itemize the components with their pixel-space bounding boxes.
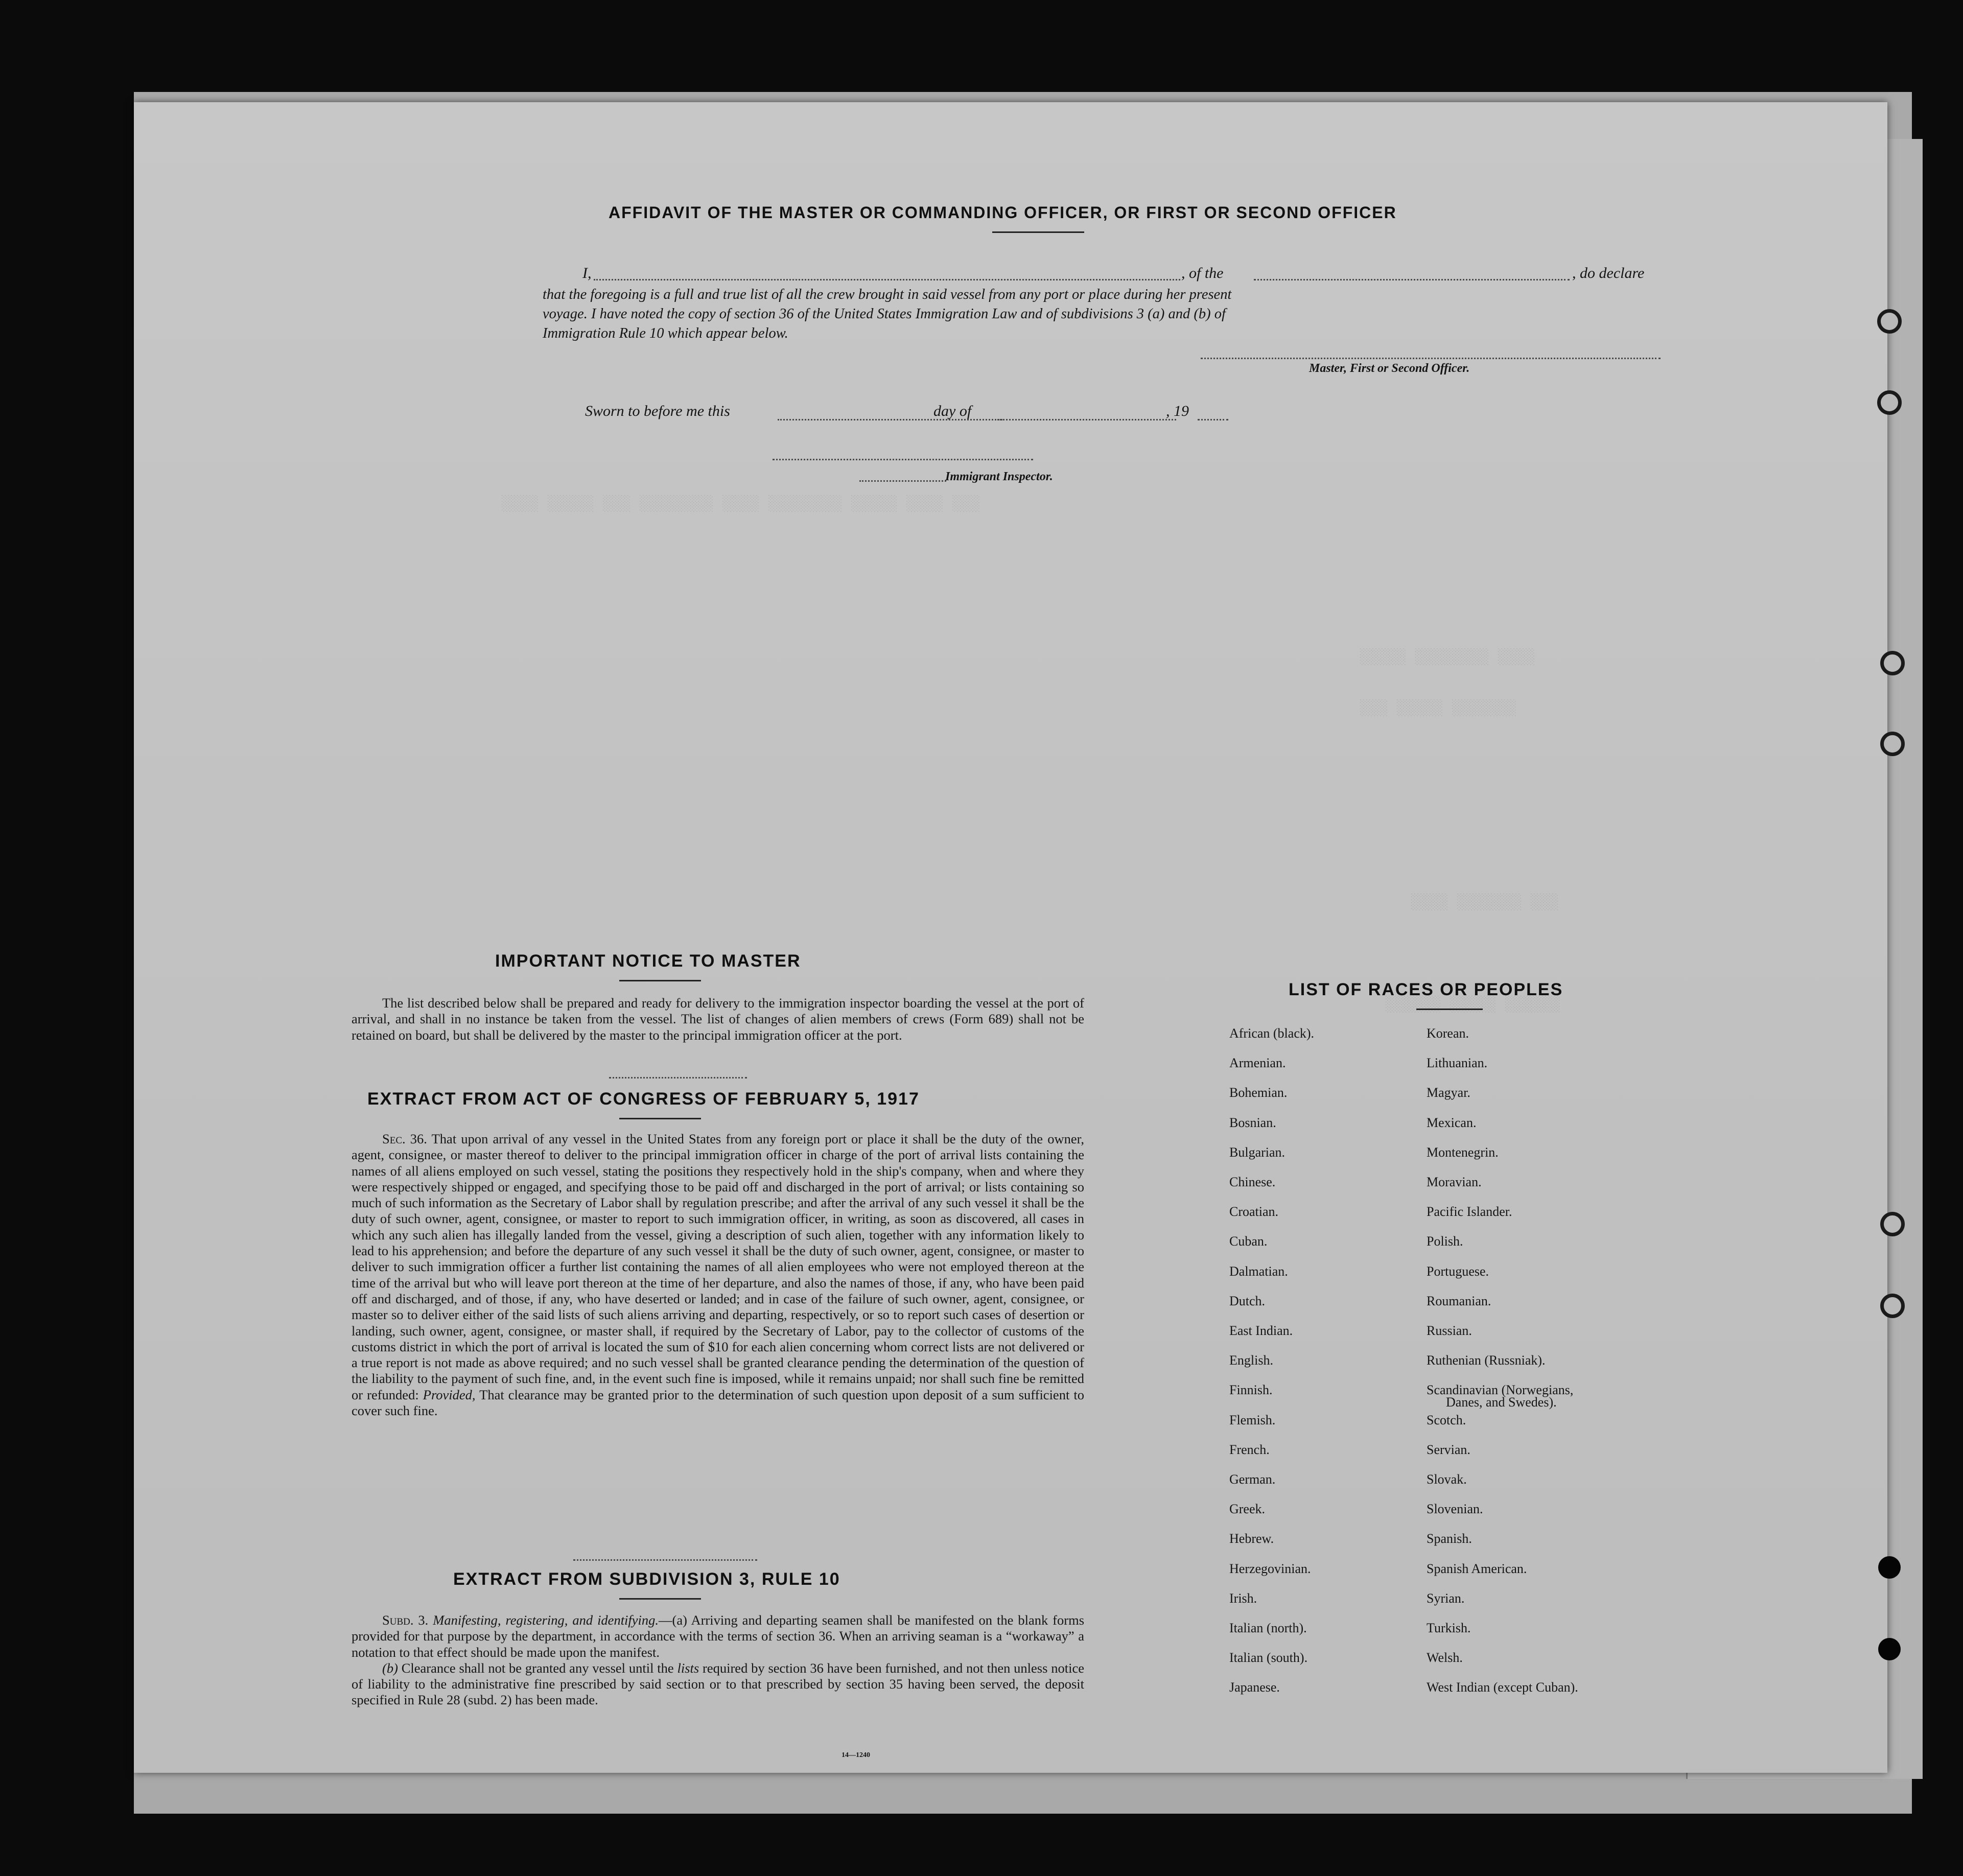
bleed-through: ░░░ ░░░░░ ░░░░░░░ <box>1360 700 1517 717</box>
notice-text: The list described below shall be prepared and ready for delivery to the immigration inspector boarding the vessel at the port of arrival, and shall in no instance be taken from the vessel. The list of changes of alien members of crews (Form 689) shall not be retained on board, but shall be delivered by the master to the principal immigration officer at the port. <box>352 995 1084 1043</box>
races-title: LIST OF RACES OR PEOPLES <box>1289 980 1563 999</box>
signature-line[interactable] <box>1201 358 1661 359</box>
race-entry: Slovak. <box>1427 1472 1467 1487</box>
punch-hole-icon <box>1880 651 1905 675</box>
subd-label: Subd. 3. <box>382 1612 429 1628</box>
race-entry: Bohemian. <box>1229 1085 1288 1100</box>
race-entry: African (black). <box>1229 1026 1315 1041</box>
day-of-label: day of <box>933 403 972 419</box>
inspector-signature-line[interactable] <box>773 459 1033 460</box>
provided-word: Provided, <box>423 1387 476 1402</box>
do-declare-label: , do declare <box>1572 265 1645 282</box>
race-entry: Slovenian. <box>1427 1502 1483 1516</box>
document-page <box>134 102 1887 1773</box>
race-entry: German. <box>1229 1472 1276 1487</box>
para-b-text-2: required by section 36 have been furnished, and not then unless notice of liability to the administrative fine prescribed by said section or to that prescribed by section 35 having been served, the deposit specified in Rule 28 (subd. 2) has been made. <box>352 1660 1084 1708</box>
para-b-label: (b) <box>382 1660 398 1676</box>
act-title: EXTRACT FROM ACT OF CONGRESS OF FEBRUARY 5, 1917 <box>367 1089 920 1109</box>
bleed-through: ░░░░ ░░░░░ ░░░ ░░░░░░░░ ░░░░ ░░░░░░░░ ░░░░░ ░░░░ ░░░ <box>502 496 980 513</box>
punch-hole-icon <box>1877 309 1902 334</box>
race-entry: Korean. <box>1427 1026 1469 1041</box>
para-b-text-1: Clearance shall not be granted any vessel until the <box>401 1660 674 1676</box>
punch-hole-icon <box>1877 390 1902 415</box>
punch-hole-icon <box>1878 1638 1901 1660</box>
race-entry: Mexican. <box>1427 1115 1477 1130</box>
section-text-b: That clearance may be granted prior to the determination of such question upon deposit of a sum sufficient to cover such fine. <box>352 1387 1084 1419</box>
race-entry: Pacific Islander. <box>1427 1204 1512 1219</box>
race-entry: Russian. <box>1427 1323 1472 1338</box>
race-entry: Ruthenian (Russniak). <box>1427 1353 1546 1368</box>
race-entry: East Indian. <box>1229 1323 1293 1338</box>
punch-hole-icon <box>1880 1294 1905 1318</box>
affidavit-line: Immigration Rule 10 which appear below. <box>543 325 788 341</box>
act-divider <box>573 1559 757 1561</box>
race-entry: Greek. <box>1229 1502 1266 1516</box>
race-entry: Hebrew. <box>1229 1531 1274 1546</box>
punch-hole-icon <box>1880 732 1905 756</box>
bleed-through: ░░░░ ░░░░░░░ ░░░ <box>1411 894 1559 911</box>
year-label: , 19 <box>1166 403 1189 419</box>
subd-heading: Manifesting, registering, and identifying. <box>433 1612 659 1628</box>
race-entry: Chinese. <box>1229 1175 1276 1189</box>
rule-paragraphs <box>352 1612 1084 1708</box>
rule-title: EXTRACT FROM SUBDIVISION 3, RULE 10 <box>453 1569 840 1589</box>
notice-rule <box>619 980 701 981</box>
race-entry: Roumanian. <box>1427 1294 1491 1308</box>
bleed-through: ░░░░░ ░░░░░░░░ ░░░░ <box>1360 649 1535 666</box>
section-text-a: That upon arrival of any vessel in the United States from any foreign port or place it shall be the duty of the owner, agent, consignee, or master thereof to deliver to the principal immigration officer in charge of the port of arrival lists containing the names of all aliens employed on such vessel, stating the positions they respectively hold in the ship's company, when and where they were respectively shipped or engaged, and specifying those to be paid off and discharged in the port of arrival; or lists containing so much of such information as the Secretary of Labor shall by regulation prescribe; and after the arrival of any such vessel it shall be the duty of such owner, agent, consignee, or master to report to such immigration officer, in writing, as soon as discovered, all cases in which any such alien has illegally landed from the vessel, giving a description of such alien, together with any information likely to lead to his apprehension; and before the departure of any such vessel it shall be the duty of such owner, agent, consignee, or master to deliver to such immigration officer a further list containing the names of all alien employees who were not employed thereon at the time of the arrival but who will leave port thereon at the time of her departure, and also the names of those, if any, who have been paid off and discharged, and of those, if any, who have deserted or landed; and in case of the failure of such owner, agent, consignee, or master so to deliver either of the said lists of such aliens arriving and departing, respectively, or so to report such cases of desertion or landing, such owner, agent, consignee, or master shall, if required by the Secretary of Labor, pay to the collector of customs of the customs district in which the port of arrival is located the sum of $10 for each alien concerning whom correct lists are not delivered or a true report is not made as above required; and no such vessel shall be granted clearance pending the determination of the question of the liability to the payment of such fine, and, in the event such fine is imposed, while it remains unpaid; nor shall such fine be remitted or refunded: <box>352 1131 1084 1402</box>
section-36-text <box>352 1131 1084 1419</box>
race-entry: Bulgarian. <box>1229 1145 1286 1160</box>
race-entry: Croatian. <box>1229 1204 1279 1219</box>
notice-divider <box>609 1077 747 1078</box>
race-entry: Italian (north). <box>1229 1621 1307 1635</box>
race-entry: Dalmatian. <box>1229 1264 1288 1279</box>
race-entry: Welsh. <box>1427 1650 1463 1665</box>
form-number: 14—1240 <box>842 1751 870 1759</box>
inspector-lead-dots <box>859 480 946 482</box>
affidavit-title: AFFIDAVIT OF THE MASTER OR COMMANDING OFFICER, OR FIRST OR SECOND OFFICER <box>609 203 1397 222</box>
lists-word: lists <box>677 1660 699 1676</box>
race-entry: Cuban. <box>1229 1234 1268 1249</box>
of-the-label: , of the <box>1181 265 1224 282</box>
race-entry: French. <box>1229 1442 1270 1457</box>
rule-para-a <box>352 1612 1084 1660</box>
race-entry: Spanish. <box>1427 1531 1472 1546</box>
punch-hole-icon <box>1880 1212 1905 1236</box>
race-entry: Herzegovinian. <box>1229 1561 1311 1576</box>
sworn-month-line[interactable] <box>997 419 1176 420</box>
rule-para-a-text: —(a) Arriving and departing seamen shall be manifested on the blank forms provided for that purpose by the department, in accordance with the terms of section 36. When an arriving seaman is a “workaway” a notation to that effect should be made upon the manifest. <box>352 1612 1085 1660</box>
race-entry: Syrian. <box>1427 1591 1465 1606</box>
race-entry: Italian (south). <box>1229 1650 1308 1665</box>
act-section-36 <box>352 1131 1084 1419</box>
race-entry: Scandinavian (Norwegians, <box>1427 1382 1574 1397</box>
race-entry: English. <box>1229 1353 1273 1368</box>
race-entry: Magyar. <box>1427 1085 1470 1100</box>
affidavit-body <box>543 285 1667 343</box>
sworn-label: Sworn to before me this <box>585 403 730 419</box>
race-entry: Dutch. <box>1229 1294 1266 1308</box>
inspector-caption: Immigrant Inspector. <box>945 470 1053 483</box>
race-entry: Polish. <box>1427 1234 1463 1249</box>
race-entry: West Indian (except Cuban). <box>1427 1680 1578 1695</box>
bleed-through: ░░░░░░ ░░░░░ ░░░░░░ <box>1386 996 1561 1014</box>
signature-caption: Master, First or Second Officer. <box>1309 362 1470 375</box>
race-entry: Spanish American. <box>1427 1561 1527 1576</box>
race-entry: Scotch. <box>1427 1413 1466 1427</box>
rule-para-b <box>352 1660 1084 1708</box>
punch-hole-icon <box>1878 1556 1901 1579</box>
sworn-year-line[interactable] <box>1198 419 1228 420</box>
race-entry: Flemish. <box>1229 1413 1276 1427</box>
races-rule <box>1416 1009 1483 1010</box>
notice-title: IMPORTANT NOTICE TO MASTER <box>495 951 801 971</box>
race-entry: Moravian. <box>1427 1175 1482 1189</box>
race-entry: Finnish. <box>1229 1382 1273 1397</box>
act-rule <box>619 1118 701 1119</box>
affiant-name-line[interactable] <box>594 279 1180 280</box>
race-entry: Irish. <box>1229 1591 1257 1606</box>
race-entry: Montenegrin. <box>1427 1145 1499 1160</box>
race-entry: Japanese. <box>1229 1680 1280 1695</box>
race-entry: Portuguese. <box>1427 1264 1489 1279</box>
race-entry: Turkish. <box>1427 1621 1471 1635</box>
notice-paragraph <box>352 995 1084 1043</box>
race-continuation: Danes, and Swedes). <box>1446 1395 1557 1410</box>
title-rule <box>992 231 1084 233</box>
affidavit-line: voyage. I have noted the copy of section 36 of the United States Immigration Law and of subdivisions 3 (a) and (b) of <box>543 306 1226 322</box>
section-label: Sec. 36. <box>382 1131 427 1146</box>
race-entry: Bosnian. <box>1229 1115 1276 1130</box>
rule-rule <box>619 1598 701 1600</box>
affiant-label: I, <box>582 265 592 282</box>
vessel-name-line[interactable] <box>1254 279 1570 280</box>
affidavit-line: that the foregoing is a full and true list of all the crew brought in said vessel from any port or place during her present <box>543 287 1232 302</box>
race-entry: Servian. <box>1427 1442 1470 1457</box>
race-entry: Armenian. <box>1229 1056 1286 1070</box>
race-entry: Lithuanian. <box>1427 1056 1488 1070</box>
